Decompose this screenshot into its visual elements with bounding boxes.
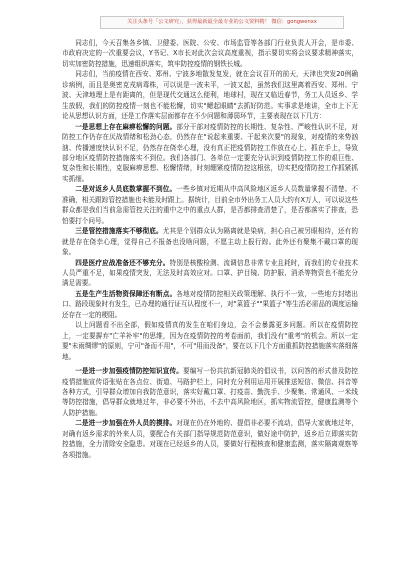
watermark-banner: 关注头条号「公文研究」，获得最新最全最专业的公文资料精！ 微信：gongwenxx [100, 16, 344, 29]
problem-3-text: 尤其是个别群众认为隔离就是染病，担心自己被另眼相待，还有的就是存在侥幸心理，觉得自己不报备也没啥问题，不愿主动上报行踪。此外还有聚集不戴口罩的现象。 [62, 227, 358, 257]
problem-3-heading: 三是管控措施落实不够彻底。 [75, 227, 163, 236]
problem-1 [62, 122, 358, 185]
measure-2-text: 对现在仍在外地的、提倡非必要不流动，倡导大家就地过年，对确有返乡需求的外来人员，要配合有关部门指导规范防范意识，做好途中防护，返乡后立即落实防控措施，全力清除安全隐患。对现在已经返乡的人员，要做好行程核查和健康监测，落实隔离观察等各项措施。 [62, 419, 358, 459]
measure-1-text: 要编写一份共抗新冠肺炎的倡议书，以问答的形式普及防控疫情措施宣传语张贴在各点位、街道、马路护栏上，同时充分利用运用开展推送短信、微信、抖音等各种方式，引导群众增加自我防范意识，落实好戴口罩、打疫苗、勤洗手、少聚集、常通风、一米线等防控措施，倡导群众就地过年，非必要不外出，不去中高风险地区，抓实物流管控，健康监测等个人防护措施。 [62, 367, 358, 417]
intro-paragraph: 同志们，当前疫情在西安、郑州、宁波多地散发复发，就在会议召开的前天，天津也突发20例确诊病例，而且是奥密克戎病毒株，可以说是一波未平，一波又起，虽然我们这里离着西安、郑州、宁波、天津地理上是有距离的，但是现代交通这么便利，地球村，现在又临近春节，务工人员返乡、学生放假，我们的防控疫情一刻也不能松懈，切实"鳃起眼睛"去抓好防范。实事求是地讲，全市上下无论从思想认识方面，还是工作落实层面都存在不少问题和薄弱环节，主要表现在以下几方： [62, 70, 358, 121]
measure-1-heading: 一是进一步加强疫情防控知识宣传。 [75, 367, 183, 376]
summary-paragraph: 以上问题看不出全部，假如疫情真的发生在咱们身边，会不会暴露更多问题。所以在疫情防控上，一定要摒弃"亡羊补牢"的思维，因为在疫情防控的考卷面前，我们没有"重考"的机会。所以一定要"未雨绸缪"的原则，宁可"备而不用"，不可"用而没备"，要在以下几个方面重抓防控措施落实落细落地。 [62, 321, 358, 361]
document-body [62, 38, 358, 572]
measure-2 [62, 418, 358, 460]
measure-1 [62, 366, 358, 418]
problem-1-heading: 一是思想上存在麻痹松懈的问题。 [75, 122, 177, 131]
problem-5 [62, 289, 358, 320]
problem-2-text: 一些乡镇对近期从中高风险地区返乡人员数量掌握不清楚、不准确，相关跟踪管控措施也未能及时跟上。据统计，目前全市外出务工人员大约有X万人，可以说这些群众都是我们当前急需管控关注的重中之中的重点人群，是否都排查清楚了，是否都落实了排查，恐怕要打个问号。 [62, 185, 358, 225]
problem-5-heading: 五是生产生活物资保障还有断点。 [75, 289, 177, 298]
problem-1-text: 部分干部对疫情防控的长期性、复杂性、严峻性认识不足，对防控工作仍存在厌战情绪和松劲心态，仍然存在"说起来重要、干起来次要"的现象，对疫情的来势汹汹、传播速度快认识不足，仍然存在侥幸心理，没有真正把疫情防控工作放在心上、抓在手上，导致部分地区疫情防控措施落实不到位。我们各部门、各单位一定要充分认识到疫情防控工作的艰巨性、复杂性和长期性，克服麻痹思想、松懈情绪，时刻绷紧疫情防控这根弦，切实把疫情防控工作抓紧抓实抓细。 [62, 122, 358, 183]
problem-4-heading: 四是医疗应战准备还不够充分。 [75, 258, 170, 267]
measure-2-heading: 二是进一步加强在外人员的摸排。 [75, 419, 177, 428]
problem-4-text: 特别是核酸检测、流调信息非常专业且耗时，而我们的专业技术人员严重不足，如果疫情突发，无法及时高效应对。口罩、护目镜、防护服、消杀等物资也不能充分满足需要。 [62, 258, 358, 288]
problem-5-text: 各地对疫情防控相关政策理解、执行不一致，一些地方封堵出口、路段现象时有发生，已办理的通行证互认程度不一，对"菜篮子""果篮子"等生活必需品的调度运输还存在一定的梗阻。 [62, 289, 358, 319]
problem-2-heading: 二是对返乡人员底数掌握不到位。 [75, 185, 177, 194]
greeting-paragraph: 同志们，今天召集各乡镇、卫健委、医院、公安、市场监管等各部门行业负责人开会，是市委、市政府决定的一次重要会议，Y书记、X市长对此次会议高度重视，指示要切实将会议要求精神落实，切实加密防控措施，迅速组织落实，筑牢防控疫情的钢铁长城。 [62, 39, 358, 68]
problem-2 [62, 184, 358, 226]
problem-3 [62, 226, 358, 257]
problem-4 [62, 258, 358, 289]
